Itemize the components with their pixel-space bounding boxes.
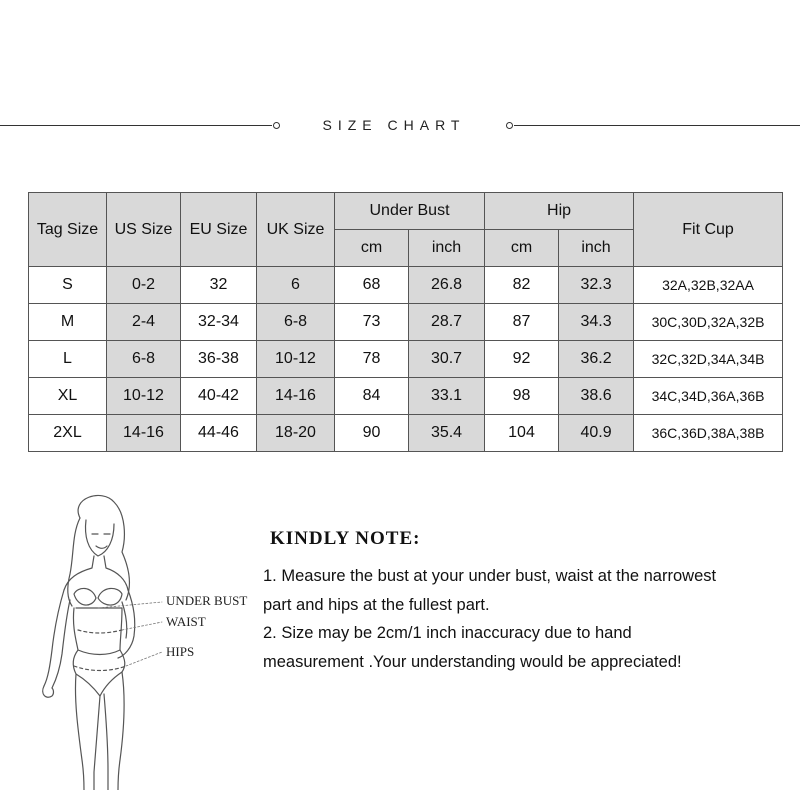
cell-hip-cm: 98 xyxy=(485,378,559,415)
header-under-bust: Under Bust xyxy=(335,193,485,230)
cell-tag-size: XL xyxy=(29,378,107,415)
header-hip-cm: cm xyxy=(485,230,559,267)
cell-uk-size: 6-8 xyxy=(257,304,335,341)
cell-hip-cm: 104 xyxy=(485,415,559,452)
title-divider-left xyxy=(0,125,272,126)
cell-fit-cup: 32C,32D,34A,34B xyxy=(634,341,783,378)
cell-under-bust-cm: 78 xyxy=(335,341,409,378)
cell-us-size: 10-12 xyxy=(107,378,181,415)
header-tag-size: Tag Size xyxy=(29,193,107,267)
body-sketch-icon xyxy=(22,490,262,790)
title-row xyxy=(0,112,800,140)
cell-uk-size: 14-16 xyxy=(257,378,335,415)
cell-us-size: 14-16 xyxy=(107,415,181,452)
header-under-bust-cm: cm xyxy=(335,230,409,267)
cell-hip-inch: 34.3 xyxy=(559,304,634,341)
cell-hip-inch: 36.2 xyxy=(559,341,634,378)
cell-under-bust-inch: 26.8 xyxy=(409,267,485,304)
cell-tag-size: S xyxy=(29,267,107,304)
title-ornament-left xyxy=(273,122,280,129)
cell-eu-size: 44-46 xyxy=(181,415,257,452)
hips-label: HIPS xyxy=(166,644,195,659)
measurement-figure xyxy=(22,490,262,790)
header-eu-size: EU Size xyxy=(181,193,257,267)
under-bust-label: UNDER BUST xyxy=(166,593,248,608)
size-table xyxy=(28,192,783,452)
cell-fit-cup: 36C,36D,38A,38B xyxy=(634,415,783,452)
cell-under-bust-cm: 68 xyxy=(335,267,409,304)
table-row xyxy=(29,415,783,452)
cell-uk-size: 6 xyxy=(257,267,335,304)
cell-eu-size: 32-34 xyxy=(181,304,257,341)
cell-uk-size: 10-12 xyxy=(257,341,335,378)
header-under-bust-inch: inch xyxy=(409,230,485,267)
cell-hip-cm: 87 xyxy=(485,304,559,341)
cell-us-size: 2-4 xyxy=(107,304,181,341)
header-hip-inch: inch xyxy=(559,230,634,267)
note-body xyxy=(263,562,783,676)
cell-eu-size: 40-42 xyxy=(181,378,257,415)
cell-hip-inch: 32.3 xyxy=(559,267,634,304)
table-row xyxy=(29,378,783,415)
cell-tag-size: L xyxy=(29,341,107,378)
table-row xyxy=(29,304,783,341)
cell-us-size: 0-2 xyxy=(107,267,181,304)
cell-eu-size: 36-38 xyxy=(181,341,257,378)
cell-under-bust-inch: 35.4 xyxy=(409,415,485,452)
cell-under-bust-inch: 30.7 xyxy=(409,341,485,378)
note-line-4: measurement .Your understanding would be appreciated! xyxy=(263,652,682,671)
cell-uk-size: 18-20 xyxy=(257,415,335,452)
cell-eu-size: 32 xyxy=(181,267,257,304)
title-ornament-right xyxy=(506,122,513,129)
cell-tag-size: M xyxy=(29,304,107,341)
cell-hip-cm: 82 xyxy=(485,267,559,304)
cell-hip-cm: 92 xyxy=(485,341,559,378)
title-divider-right xyxy=(514,125,800,126)
cell-hip-inch: 38.6 xyxy=(559,378,634,415)
cell-us-size: 6-8 xyxy=(107,341,181,378)
cell-fit-cup: 30C,30D,32A,32B xyxy=(634,304,783,341)
cell-hip-inch: 40.9 xyxy=(559,415,634,452)
header-fit-cup: Fit Cup xyxy=(634,193,783,267)
note-line-1: 1. Measure the bust at your under bust, waist at the narrowest xyxy=(263,567,717,585)
cell-fit-cup: 32A,32B,32AA xyxy=(634,267,783,304)
header-us-size: US Size xyxy=(107,193,181,267)
note-title: KINDLY NOTE: xyxy=(270,528,421,549)
cell-under-bust-inch: 28.7 xyxy=(409,304,485,341)
cell-under-bust-cm: 90 xyxy=(335,415,409,452)
cell-under-bust-cm: 73 xyxy=(335,304,409,341)
page-title: SIZE CHART xyxy=(322,117,466,133)
cell-fit-cup: 34C,34D,36A,36B xyxy=(634,378,783,415)
header-hip: Hip xyxy=(485,193,634,230)
table-row xyxy=(29,267,783,304)
cell-under-bust-cm: 84 xyxy=(335,378,409,415)
table-row xyxy=(29,341,783,378)
waist-label: WAIST xyxy=(166,614,206,629)
header-uk-size: UK Size xyxy=(257,193,335,267)
note-line-2: part and hips at the fullest part. xyxy=(263,595,490,614)
cell-under-bust-inch: 33.1 xyxy=(409,378,485,415)
note-line-3: 2. Size may be 2cm/1 inch inaccuracy due to hand xyxy=(263,624,632,642)
cell-tag-size: 2XL xyxy=(29,415,107,452)
